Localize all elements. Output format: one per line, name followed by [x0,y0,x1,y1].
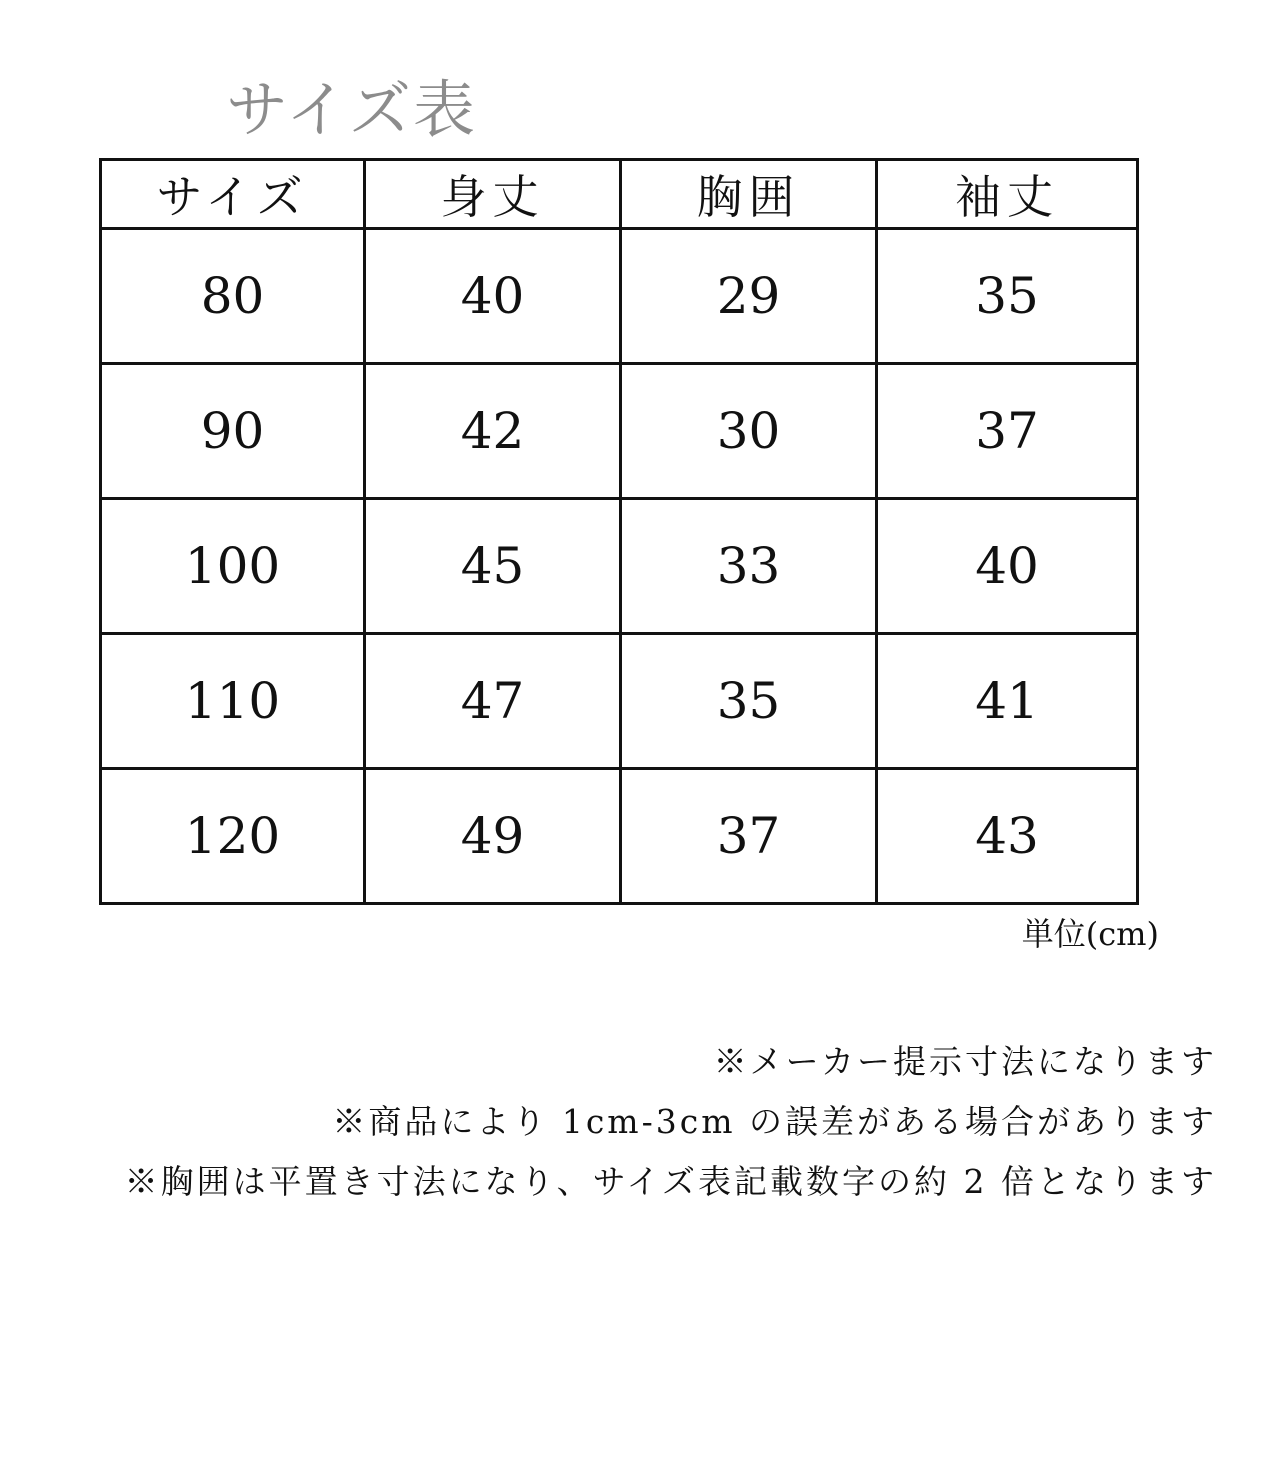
size-table [99,158,1139,905]
table-cell: 33 [621,499,877,634]
table-cell: 42 [365,364,621,499]
table-cell: 41 [877,634,1138,769]
table-cell: 45 [365,499,621,634]
table-cell: 37 [621,769,877,904]
table-cell: 110 [101,634,365,769]
table-cell: 37 [877,364,1138,499]
notes [125,1032,1217,1212]
unit-label: 単位(cm) [1021,915,1159,953]
table-cell: 29 [621,229,877,364]
page-title: サイズ表 [226,73,478,146]
table-cell: 30 [621,364,877,499]
table-cell: 43 [877,769,1138,904]
column-header-sleeve-length: 袖丈 [877,160,1138,229]
table-cell: 47 [365,634,621,769]
table-header-row [101,160,1138,229]
table-row [101,769,1138,904]
note-maker-dimensions: ※メーカー提示寸法になります [713,1042,1217,1081]
note-chest-flat: ※胸囲は平置き寸法になり、サイズ表記載数字の約 2 倍となります [124,1162,1217,1201]
note-measurement-error: ※商品により 1cm-3cm の誤差がある場合があります [332,1102,1217,1141]
table-cell: 49 [365,769,621,904]
table-row [101,634,1138,769]
table-cell: 40 [877,499,1138,634]
table-cell: 80 [101,229,365,364]
table-cell: 35 [621,634,877,769]
table-row [101,364,1138,499]
table-row [101,499,1138,634]
table-cell: 100 [101,499,365,634]
table-cell: 40 [365,229,621,364]
table-cell: 120 [101,769,365,904]
table-cell: 35 [877,229,1138,364]
table-cell: 90 [101,364,365,499]
column-header-size: サイズ [101,160,365,229]
column-header-body-length: 身丈 [365,160,621,229]
column-header-chest: 胸囲 [621,160,877,229]
table-row [101,229,1138,364]
